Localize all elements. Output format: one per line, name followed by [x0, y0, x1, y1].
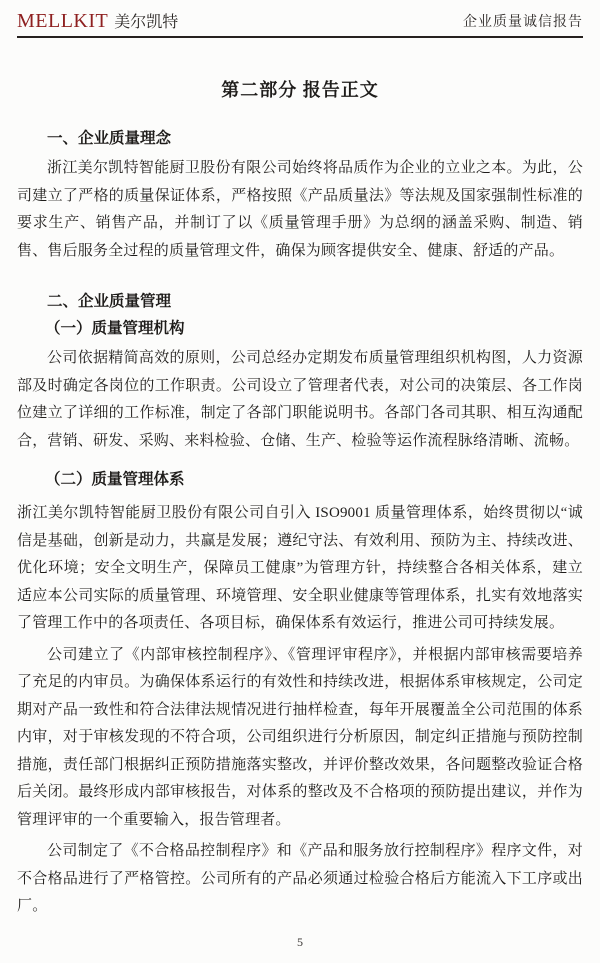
header-report-title: 企业质量诚信报告	[463, 15, 583, 30]
section-heading-quality-management: 二、企业质量管理	[47, 293, 172, 310]
paragraph-nonconforming-product-control: 公司制定了《不合格品控制程序》和《产品和服务放行控制程序》程序文件，对不合格品进行了严格管控。公司所有的产品必须通过检验合格后方能流入下工序或出厂。	[17, 843, 583, 914]
section-heading-quality-philosophy: 一、企业质量理念	[47, 130, 172, 147]
paragraph-internal-audit: 公司建立了《内部审核控制程序》、《管理评审程序》，并根据内部审核需要培养了充足的内审员。为确保体系运行的有效性和持续改进，根据体系审核规定，公司定期对产品一致性和符合法律法规情况进行抽样检查，每年开展覆盖全公司范围的体系内审，对于审核发现的不符合项，公司组织进行分析原因，制定纠正措施与预防控制措施，责任部门根据纠正预防措施落实整改，并评价整改效果，各问题整改验证合格后关闭。最终形成内部审核报告，对体系的整改及不合格项的预防提出建议，并作为管理评审的一个重要输入，报告管理者。	[17, 646, 583, 828]
paragraph-quality-management-organization: 公司依据精简高效的原则，公司总经办定期发布质量管理组织机构图，人力资源部及时确定各岗位的工作职责。公司设立了管理者代表，对公司的决策层、各工作岗位建立了详细的工作标准，制定了各部门职能说明书。各部门各司其职、相互沟通配合，营销、研发、采购、来料检验、仓储、生产、检验等运作流程脉络清晰、流畅。	[17, 350, 583, 449]
brand-logo-text: MELLKIT	[17, 10, 109, 32]
document-body	[17, 78, 583, 921]
paragraph-quality-philosophy: 浙江美尔凯特智能厨卫股份有限公司始终将品质作为企业的立业之本。为此，公司建立了严格的质量保证体系，严格按照《产品质量法》等法规及国家强制性标准的要求生产、销售产品，并制订了以《质量管理手册》为总纲的涵盖采购、制造、销售、售后服务全过程的质量管理文件，确保为顾客提供安全、健康、舒适的产品。	[17, 160, 583, 259]
sub-heading-quality-management-organization: （一）质量管理机构	[45, 320, 185, 337]
page-header	[17, 0, 583, 38]
brand	[17, 9, 178, 33]
page-footer	[0, 935, 600, 950]
sub-heading-quality-management-system: （二）质量管理体系	[45, 471, 185, 488]
paragraph-quality-system-policy: 浙江美尔凯特智能厨卫股份有限公司自引入 ISO9001 质量管理体系，始终贯彻以“诚信是基础，创新是动力，共赢是发展；遵纪守法、有效利用、预防为主、持续改进、优化环境；安全文明生产，保障员工健康”为管理方针，持续整合各相关体系，建立适应本公司实际的质量管理、环境管理、安全职业健康等管理体系，扎实有效地落实了管理工作中的各项责任、各项目标，确保体系有效运行，推进公司可持续发展。	[17, 505, 583, 631]
document-title: 第二部分 报告正文	[221, 80, 379, 100]
page-number: 5	[297, 935, 303, 949]
brand-name-cn: 美尔凯特	[114, 14, 179, 31]
